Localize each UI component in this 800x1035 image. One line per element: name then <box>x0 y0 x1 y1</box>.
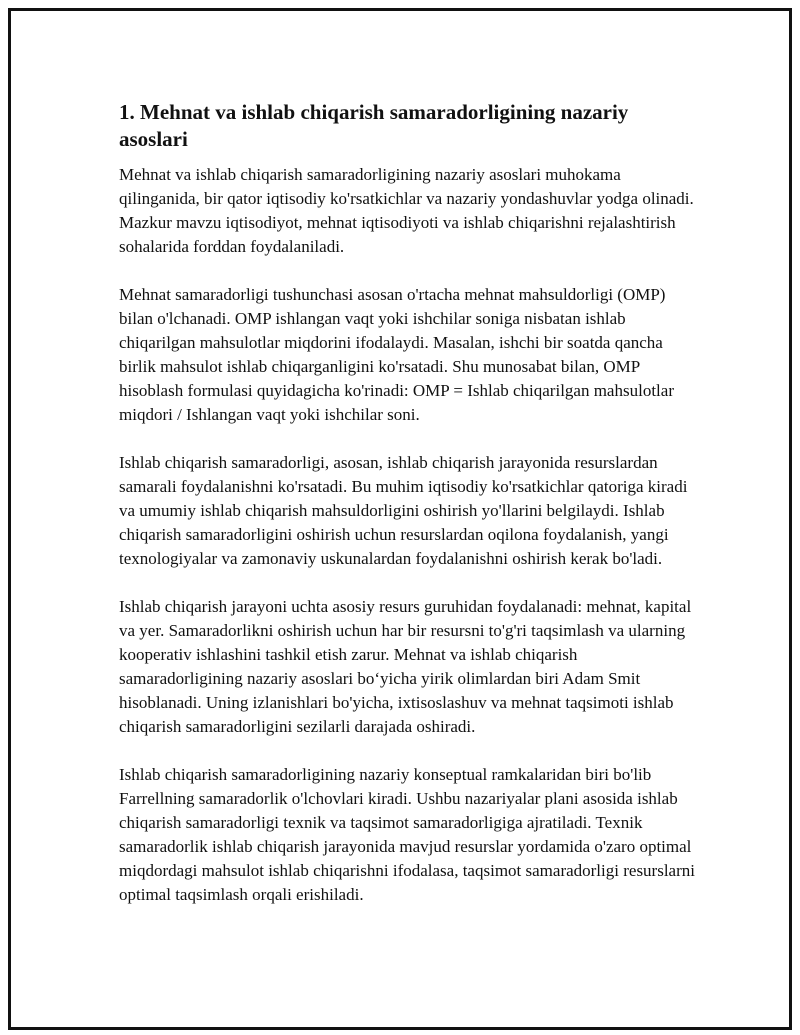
page-frame <box>8 8 792 1030</box>
paragraph-3: Ishlab chiqarish samaradorligi, asosan, ishlab chiqarish jarayonida resurslardan samarali foydalanishni ko'rsatadi. Bu muhim iqtisodiy ko'rsatkichlar qatoriga kiradi va umumiy ishlab chiqarish mahsuldorligini oshirish yo'llarini belgilaydi. Ishlab chiqarish samaradorligini oshirish uchun resurslardan oqilona foydalanish, yangi texnologiyalar va zamonaviy uskunalardan foydalanishni oshirish kerak bo'ladi. <box>119 453 688 568</box>
section-heading: 1. Mehnat va ishlab chiqarish samaradorligining nazariy asoslari <box>119 100 629 151</box>
paragraph-4: Ishlab chiqarish jarayoni uchta asosiy resurs guruhidan foydalanadi: mehnat, kapital va yer. Samaradorlikni oshirish uchun har bir resursni to'g'ri taqsimlash va ularning kooperativ ishlashini tashkil etish zarur. Mehnat va ishlab chiqarish samaradorligining nazariy asoslari bo‘yicha yirik olimlardan biri Adam Smit hisoblanadi. Uning izlanishlari bo'yicha, ixtisoslashuv va mehnat taqsimoti ishlab chiqarish samaradorligini sezilarli darajada oshiradi. <box>119 597 692 736</box>
paragraph-1: Mehnat va ishlab chiqarish samaradorligining nazariy asoslari muhokama qilinganida, bir qator iqtisodiy ko'rsatkichlar va nazariy yondashuvlar yodga olinadi. Mazkur mavzu iqtisodiyot, mehnat iqtisodiyoti va ishlab chiqarishni rejalashtirish sohalarida forddan foydalaniladi. <box>119 165 694 256</box>
document-body <box>119 99 699 931</box>
paragraph-5: Ishlab chiqarish samaradorligining nazariy konseptual ramkalaridan biri bo'lib Farrellning samaradorlik o'lchovlari kiradi. Ushbu nazariyalar plani asosida ishlab chiqarish samaradorligi texnik va taqsimot samaradorligiga ajratiladi. Texnik samaradorlik ishlab chiqarish jarayonida mavjud resurslar yordamida o'zaro optimal miqdordagi mahsulot ishlab chiqarishni ifodalasa, taqsimot samaradorligi resurslarni optimal taqsimlash orqali erishiladi. <box>119 765 695 904</box>
paragraph-2: Mehnat samaradorligi tushunchasi asosan o'rtacha mehnat mahsuldorligi (OMP) bilan o'lchanadi. OMP ishlangan vaqt yoki ishchilar soniga nisbatan ishlab chiqarilgan mahsulotlar miqdorini ifodalaydi. Masalan, ishchi bir soatda qancha birlik mahsulot ishlab chiqarganligini ko'rsatadi. Shu munosabat bilan, OMP hisoblash formulasi quyidagicha ko'rinadi: OMP = Ishlab chiqarilgan mahsulotlar miqdori / Ishlangan vaqt yoki ishchilar soni. <box>119 285 674 424</box>
